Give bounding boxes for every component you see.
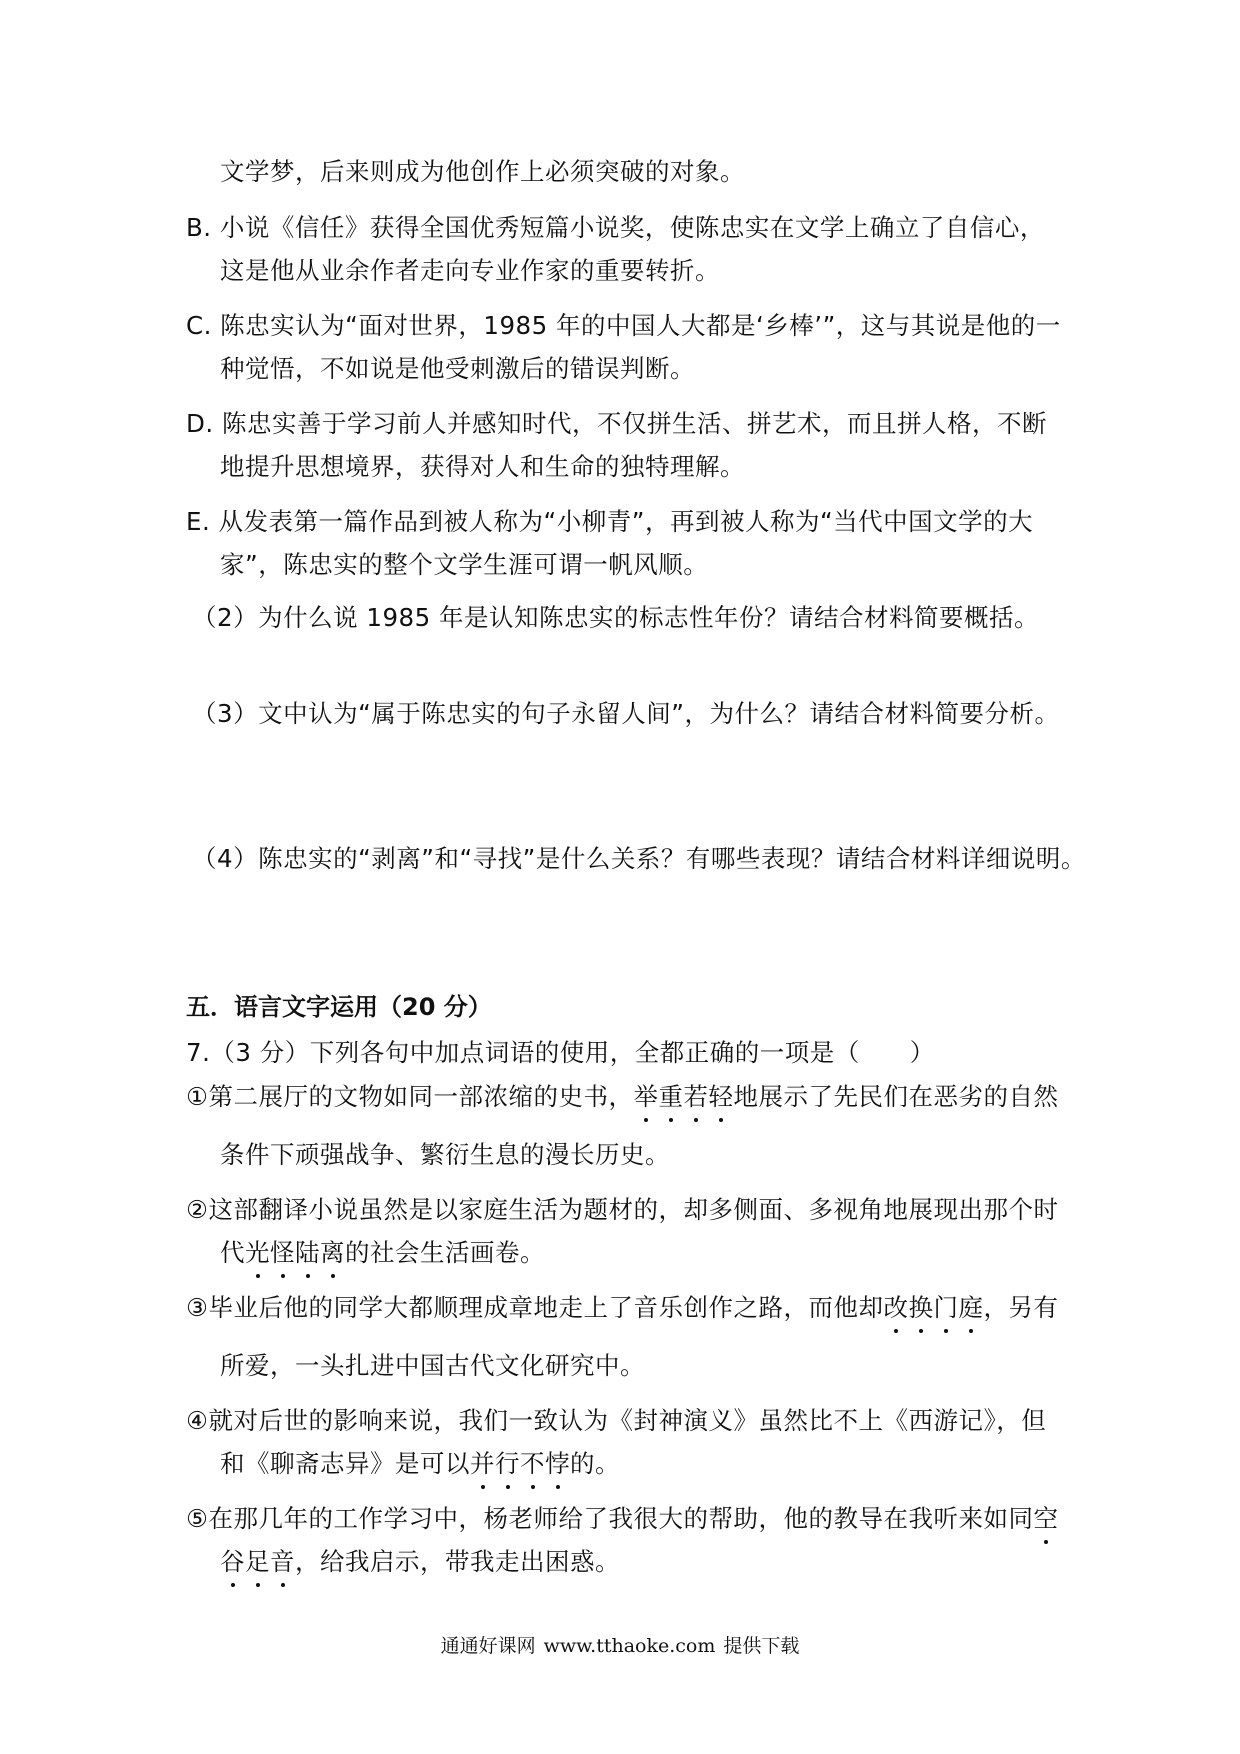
emphasis-char: 悖 <box>545 1447 570 1481</box>
emphasis-char: 谷 <box>220 1545 245 1579</box>
sentence-2-line-1: ②这部翻译小说虽然是以家庭生活为题材的，却多侧面、多视角地展现出那个时 <box>186 1195 1059 1224</box>
dotted-word-1 <box>633 1082 733 1111</box>
emphasis-char: 离 <box>320 1236 345 1270</box>
question-4: （4）陈忠实的“剥离”和“寻找”是什么关系？有哪些表现？请结合材料详细说明。 <box>192 844 1086 873</box>
option-b-line-2: 这是他从业余作者走向专业作家的重要转折。 <box>220 256 720 285</box>
emphasis-char: 并 <box>470 1447 495 1481</box>
sentence-5-post: ，给我启示，带我走出困惑。 <box>295 1547 620 1576</box>
sentence-5-line-1 <box>186 1502 1058 1536</box>
emphasis-char: 行 <box>495 1447 520 1481</box>
sentence-2-pre: 代 <box>220 1238 245 1267</box>
emphasis-char: 轻 <box>708 1080 733 1114</box>
emphasis-char: 重 <box>658 1080 683 1114</box>
sentence-4-pre: 和《聊斋志异》是可以 <box>220 1449 470 1478</box>
dotted-word-5b <box>220 1547 295 1576</box>
dotted-word-5a <box>1033 1504 1058 1533</box>
sentence-2-line-2 <box>220 1236 545 1270</box>
emphasis-char: 换 <box>908 1291 933 1325</box>
emphasis-char: 举 <box>633 1080 658 1114</box>
sentence-5-pre: ⑤在那几年的工作学习中，杨老师给了我很大的帮助，他的教导在我听来如同 <box>186 1504 1034 1533</box>
dotted-word-2 <box>245 1238 345 1267</box>
sentence-3-pre: ③毕业后他的同学大都顺理成章地走上了音乐创作之路，而他却 <box>186 1293 884 1322</box>
section-5-heading: 五．语言文字运用（20 分） <box>186 993 492 1021</box>
sentence-3-line-2: 所爱，一头扎进中国古代文化研究中。 <box>220 1351 645 1380</box>
sentence-5-line-2 <box>220 1545 620 1579</box>
option-c-line-2: 种觉悟，不如说是他受刺激后的错误判断。 <box>220 354 695 383</box>
question-7-stem: 7.（3 分）下列各句中加点词语的使用，全都正确的一项是（ ） <box>186 1038 935 1067</box>
sentence-1-pre: ①第二展厅的文物如同一部浓缩的史书， <box>186 1082 634 1111</box>
footer-suffix: 提供下载 <box>723 1635 800 1657</box>
option-e-line-1: E. 从发表第一篇作品到被人称为“小柳青”，再到被人称为“当代中国文学的大 <box>186 507 1034 536</box>
emphasis-char: 若 <box>683 1080 708 1114</box>
footer-url: www.tthaoke.com <box>543 1635 716 1657</box>
emphasis-char: 足 <box>245 1545 270 1579</box>
emphasis-char: 陆 <box>295 1236 320 1270</box>
emphasis-char: 音 <box>270 1545 295 1579</box>
footer-site-name: 通通好课网 <box>440 1635 536 1657</box>
question-3: （3）文中认为“属于陈忠实的句子永留人间”，为什么？请结合材料简要分析。 <box>192 699 1060 728</box>
emphasis-char: 怪 <box>270 1236 295 1270</box>
dotted-word-4 <box>470 1449 570 1478</box>
option-c-line-1: C. 陈忠实认为“面对世界，1985 年的中国人大都是‘乡棒’”，这与其说是他的一 <box>186 311 1061 340</box>
question-2: （2）为什么说 1985 年是认知陈忠实的标志性年份？请结合材料简要概括。 <box>192 603 1040 632</box>
emphasis-char: 空 <box>1033 1502 1058 1536</box>
emphasis-char: 门 <box>933 1291 958 1325</box>
sentence-4-line-2 <box>220 1447 620 1481</box>
sentence-3-line-1 <box>186 1291 1058 1325</box>
emphasis-char: 不 <box>520 1447 545 1481</box>
sentence-4-post: 的。 <box>570 1449 620 1478</box>
option-b-line-1: B. 小说《信任》获得全国优秀短篇小说奖，使陈忠实在文学上确立了自信心， <box>186 213 1045 242</box>
dotted-word-3 <box>883 1293 983 1322</box>
sentence-1-line-1 <box>186 1080 1058 1114</box>
sentence-1-line-2: 条件下顽强战争、繁衍生息的漫长历史。 <box>220 1140 670 1169</box>
option-d-line-1: D. 陈忠实善于学习前人并感知时代，不仅拼生活、拼艺术，而且拼人格，不断 <box>186 409 1047 438</box>
option-d-line-2: 地提升思想境界，获得对人和生命的独特理解。 <box>220 452 745 481</box>
emphasis-char: 庭 <box>958 1291 983 1325</box>
sentence-3-post: ，另有 <box>983 1293 1059 1322</box>
option-e-line-2: 家”，陈忠实的整个文学生涯可谓一帆风顺。 <box>220 550 709 579</box>
sentence-4-line-1: ④就对后世的影响来说，我们一致认为《封神演义》虽然比不上《西游记》，但 <box>186 1406 1047 1435</box>
emphasis-char: 改 <box>883 1291 908 1325</box>
page-footer <box>0 1632 1240 1660</box>
sentence-1-post: 地展示了先民们在恶劣的自然 <box>733 1082 1059 1111</box>
emphasis-char: 光 <box>245 1236 270 1270</box>
sentence-2-post: 的社会生活画卷。 <box>345 1238 545 1267</box>
option-a-continuation: 文学梦，后来则成为他创作上必须突破的对象。 <box>220 157 745 186</box>
